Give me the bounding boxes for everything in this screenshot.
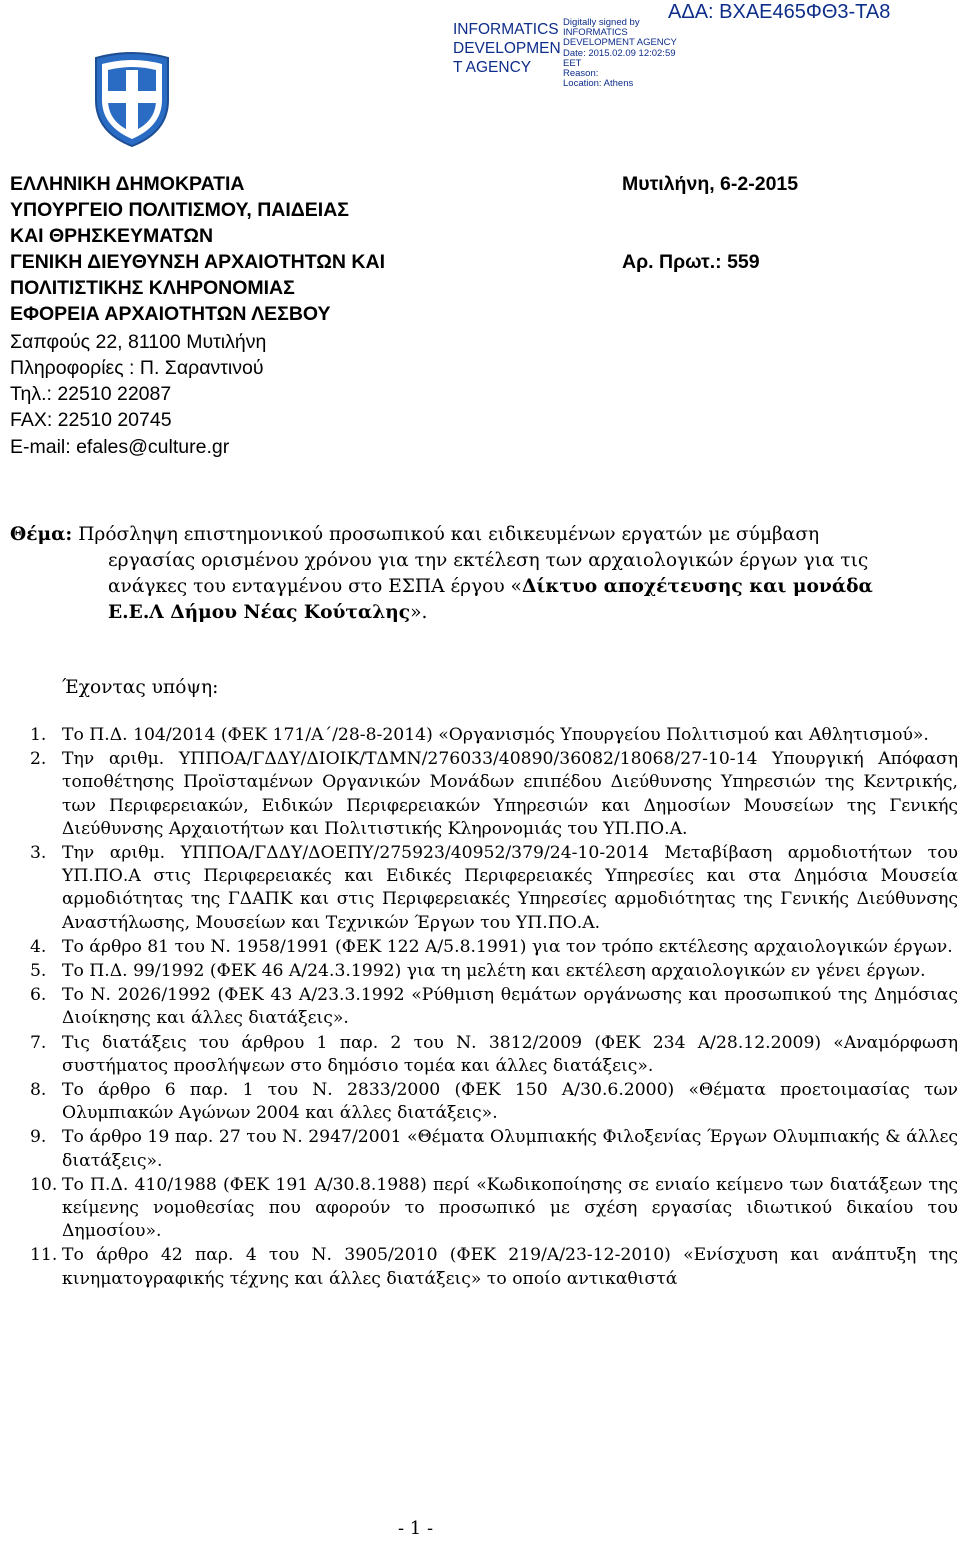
item-number: 9.: [30, 1127, 47, 1148]
page-number: - 1 -: [398, 1518, 434, 1539]
item-number: 8.: [30, 1080, 47, 1101]
signature-name-line: T AGENCY: [453, 59, 532, 76]
item-number: 2.: [30, 749, 47, 770]
subject-block: [10, 522, 930, 626]
header-line: ΓΕΝΙΚΗ ΔΙΕΥΘΥΝΣΗ ΑΡΧΑΙΟΤΗΤΩΝ ΚΑΙ: [10, 251, 386, 273]
signature-name: [453, 20, 561, 77]
having-in-mind: Έχοντας υπόψη:: [62, 677, 219, 698]
signature-details: [563, 18, 677, 89]
item-text: Το άρθρο 42 παρ. 4 του Ν. 3905/2010 (ΦΕΚ 219/Α/23-12-2010) «Ενίσχυση και ανάπτυξη της κινηματογραφικής τέχνης και άλλες διατάξεις» το οποίο αντικαθιστά: [62, 1245, 958, 1289]
item-text: Το Ν. 2026/1992 (ΦΕΚ 43 Α/23.3.1992 «Ρύθμιση θεμάτων οργάνωσης και προσωπικού της Δημόσιας Διοίκησης και άλλες διατάξεις».: [62, 985, 958, 1029]
list-item: [30, 1032, 958, 1078]
header-line: ΠΟΛΙΤΙΣΤΙΚΗΣ ΚΛΗΡΟΝΟΜΙΑΣ: [10, 277, 295, 299]
phone-line: Τηλ.: 22510 22087: [10, 383, 172, 405]
signature-detail-line: Reason:: [563, 68, 599, 80]
signature-detail-line: Digitally signed by: [563, 17, 640, 28]
header-line: ΥΠΟΥΡΓΕΙΟ ΠΟΛΙΤΙΣΜΟΥ, ΠΑΙΔΕΙΑΣ: [10, 199, 350, 221]
list-item: [30, 1244, 958, 1290]
item-number: 6.: [30, 985, 47, 1006]
list-item: [30, 960, 958, 983]
subject-line: [10, 600, 930, 626]
list-item: [30, 842, 958, 935]
item-text: Το άρθρο 81 του Ν. 1958/1991 (ΦΕΚ 122 Α/5.8.1991) για τον τρόπο εκτέλεσης αρχαιολογικών έργων.: [62, 936, 953, 957]
signature-name-line: DEVELOPMEN: [453, 40, 561, 57]
subject-line: εργασίας ορισμένου χρόνου για την εκτέλεση των αρχαιολογικών έργων για τις: [108, 550, 869, 571]
item-text: Την αριθμ. ΥΠΠΟΑ/ΓΔΔΥ/ΔΙΟΙΚ/ΤΔΜΝ/276033/40890/36082/18068/27-10-14 Υπουργική Απόφαση τοποθέτησης Προϊσταμένων Οργανικών Μονάδων επιπέδου Διεύθυνσης Υπηρεσιών της Κεντρικής, των Περιφερειακών, Ειδικών Περιφερειακών Υπηρεσιών και Δημοσίων Μουσείων της Γενικής Διεύθυνσης Αρχαιοτήτων και Πολιτιστικής Κληρονομιάς του ΥΠ.ΠΟ.Α.: [62, 749, 958, 839]
ada-code: ΑΔΑ: ΒΧΑΕ465ΦΘ3-ΤΑ8: [668, 1, 891, 23]
item-text: Το Π.Δ. 99/1992 (ΦΕΚ 46 Α/24.3.1992) για τη μελέτη και εκτέλεση αρχαιολογικών εν γένει έργων.: [62, 961, 926, 982]
subject-text: Πρόσληψη επιστημονικού προσωπικού και ειδικευμένων εργατών με σύμβαση: [78, 524, 820, 545]
project-title: Δίκτυο αποχέτευσης και μονάδα: [521, 576, 873, 597]
item-text: Το άρθρο 19 παρ. 27 του Ν. 2947/2001 «Θέματα Ολυμπιακής Φιλοξενίας Έργων Ολυμπιακής & άλλες διατάξεις».: [62, 1127, 958, 1171]
item-number: 7.: [30, 1032, 47, 1053]
list-item: [30, 1079, 958, 1125]
considerations-list: [30, 724, 958, 1292]
protocol-number: Αρ. Πρωτ.: 559: [622, 251, 760, 273]
email-line: E-mail: efales@culture.gr: [10, 436, 230, 458]
signature-detail-line: EET: [563, 57, 582, 69]
subject-line: [10, 522, 930, 548]
item-text: Τις διατάξεις του άρθρου 1 παρ. 2 του Ν. 3812/2009 (ΦΕΚ 234 Α/28.12.2009) «Αναμόρφωση συστήματος προσλήψεων στο δημόσιο τομέα και άλλες διατάξεις».: [62, 1032, 958, 1076]
place-date: Μυτιλήνη, 6-2-2015: [622, 173, 799, 195]
header-line: ΕΦΟΡΕΙΑ ΑΡΧΑΙΟΤΗΤΩΝ ΛΕΣΒΟΥ: [10, 303, 331, 325]
list-item: [30, 984, 958, 1030]
item-text: Το άρθρο 6 παρ. 1 του Ν. 2833/2000 (ΦΕΚ 150 Α/30.6.2000) «Θέματα προετοιμασίας των Ολυμπιακών Αγώνων 2004 και άλλες διατάξεις».: [62, 1080, 958, 1124]
header-line: ΚΑΙ ΘΡΗΣΚΕΥΜΑΤΩΝ: [10, 225, 214, 247]
subject-label: Θέμα:: [10, 524, 73, 545]
item-text: Το Π.Δ. 104/2014 (ΦΕΚ 171/Α΄/28-8-2014) «Οργανισμός Υπουργείου Πολιτισμού και Αθλητισμού».: [62, 725, 929, 745]
header-line: ΕΛΛΗΝΙΚΗ ΔΗΜΟΚΡΑΤΙΑ: [10, 173, 245, 195]
greek-emblem-icon: [88, 52, 176, 150]
item-text: Το Π.Δ. 410/1988 (ΦΕΚ 191 Α/30.8.1988) περί «Κωδικοποίησης σε ενιαίο κείμενο των διατάξεων της κείμενης νομοθεσίας που αφορούν το προσωπικό με σχέση εργασίας ιδιωτικού δικαίου του Δημοσίου».: [62, 1174, 958, 1242]
subject-text: ανάγκες του ενταγμένου στο ΕΣΠΑ έργου «: [108, 576, 522, 597]
item-number: 11.: [30, 1245, 58, 1266]
list-item: [30, 724, 958, 747]
item-number: 10.: [30, 1174, 58, 1195]
project-title: Ε.Ε.Λ Δήμου Νέας Κούταλης: [108, 602, 411, 623]
item-number: 4.: [30, 936, 47, 957]
signature-detail-line: INFORMATICS: [563, 27, 628, 39]
list-item: [30, 1126, 958, 1172]
subject-line: [10, 574, 930, 600]
list-item: [30, 748, 958, 841]
signature-name-line: INFORMATICS: [453, 21, 559, 38]
list-item: [30, 1174, 958, 1244]
item-number: 3.: [30, 843, 47, 864]
item-text: Την αριθμ. ΥΠΠΟΑ/ΓΔΔΥ/ΔΟΕΠΥ/275923/40952/379/24-10-2014 Μεταβίβαση αρμοδιοτήτων του ΥΠ.ΠΟ.Α στις Περιφερειακές και Ειδικές Περιφερειακές Υπηρεσίες και στα Δημόσια Μουσεία αρμοδιότητας της ΓΔΑΠΚ και στις Περιφερειακές Υπηρεσίες αρμοδιότητας της Γενικής Διεύθυνσης Αναστήλωσης, Μουσείων και Τεχνικών Έργων του ΥΠ.ΠΟ.Α.: [62, 843, 958, 933]
subject-text: ».: [410, 602, 428, 623]
item-number: 1.: [30, 725, 47, 745]
address-line: Σαπφούς 22, 81100 Μυτιλήνη: [10, 331, 267, 353]
signature-detail-line: DEVELOPMENT AGENCY: [563, 37, 677, 49]
signature-detail-line: Location: Athens: [563, 78, 634, 90]
fax-line: FAX: 22510 20745: [10, 409, 172, 431]
signature-detail-line: Date: 2015.02.09 12:02:59: [563, 47, 676, 59]
contact-person: Πληροφορίες : Π. Σαραντινού: [10, 357, 264, 379]
item-number: 5.: [30, 961, 47, 982]
list-item: [30, 936, 958, 959]
